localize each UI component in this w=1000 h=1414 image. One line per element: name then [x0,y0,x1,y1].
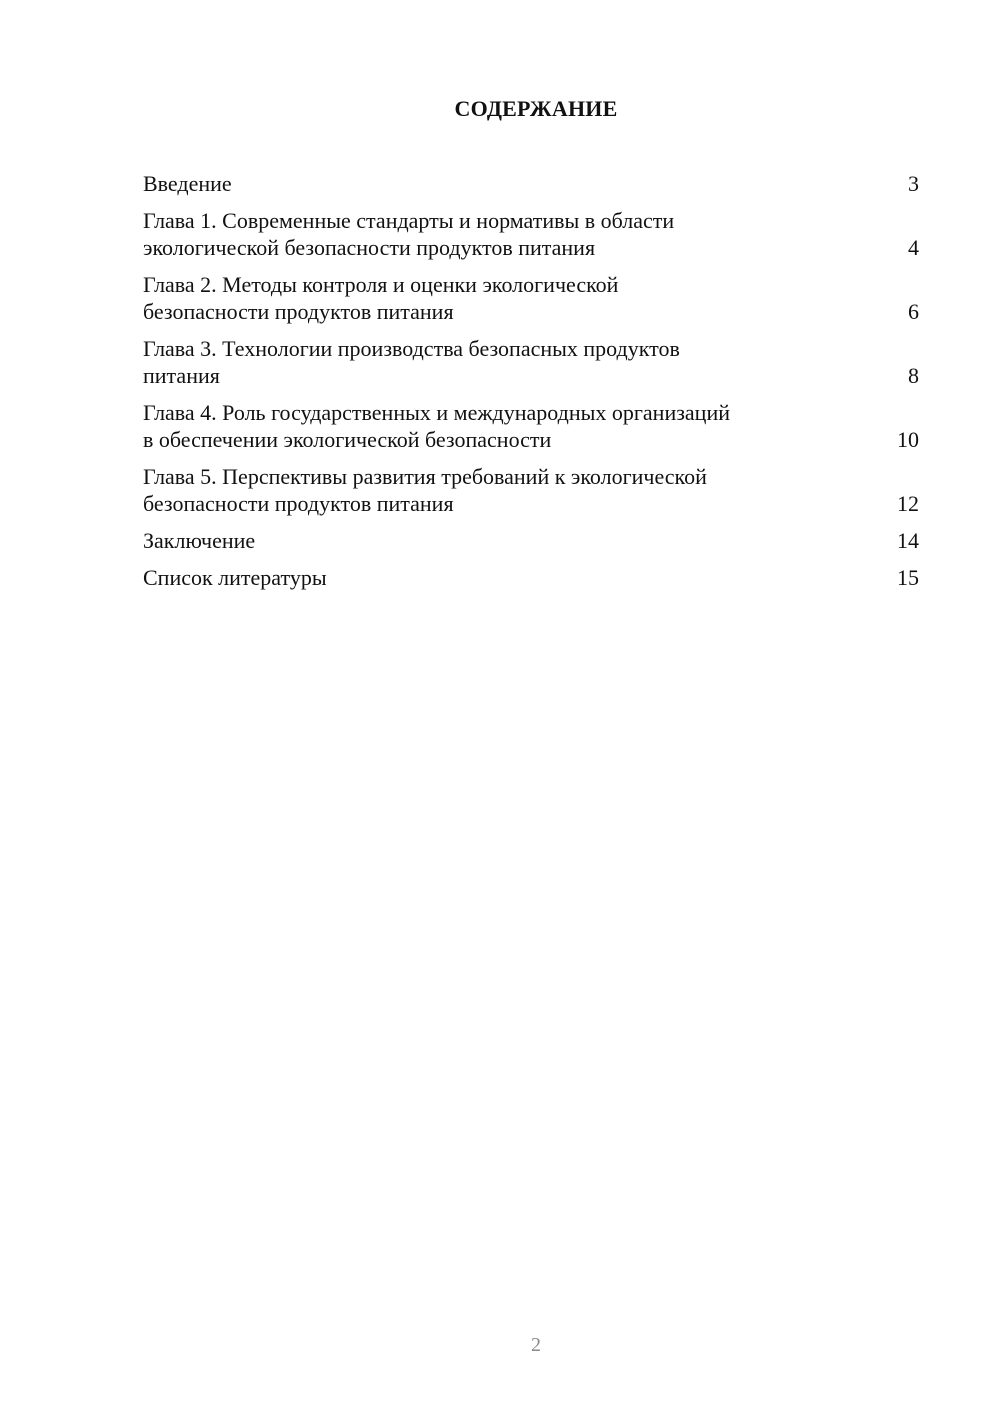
toc-entry-line: безопасности продуктов питания [143,299,454,324]
toc-entry-introduction [143,170,919,197]
toc-entry-line: Глава 2. Методы контроля и оценки экологической [143,272,619,297]
toc-entry-chapter-5 [143,463,919,517]
toc-entry-text [143,463,889,517]
table-of-contents [143,170,919,601]
toc-entry-page: 4 [908,235,919,260]
toc-entry-page: 12 [897,491,919,516]
toc-entry-line: в обеспечении экологической безопасности [143,427,552,452]
toc-entry-line: Заключение [143,528,256,553]
toc-entry-line: Глава 4. Роль государственных и международных организаций [143,400,730,425]
toc-entry-text [143,207,889,261]
toc-entry-text [143,335,889,389]
toc-entry-page: 6 [908,299,919,324]
toc-entry-page: 15 [897,565,919,590]
toc-entry-text [143,271,889,325]
toc-entry-text [143,564,889,591]
toc-entry-line: Глава 3. Технологии производства безопасных продуктов [143,336,680,361]
toc-entry-chapter-2 [143,271,919,325]
toc-entry-line: Глава 1. Современные стандарты и нормативы в области [143,208,675,233]
toc-entry-text [143,399,889,453]
toc-entry-page: 10 [897,427,919,452]
toc-entry-chapter-3 [143,335,919,389]
page-number: 2 [531,1334,541,1356]
toc-entry-text [143,527,889,554]
toc-entry-page: 3 [908,171,919,196]
toc-entry-line: Глава 5. Перспективы развития требований к экологической [143,464,707,489]
toc-entry-line: Список литературы [143,565,327,590]
toc-entry-chapter-1 [143,207,919,261]
toc-entry-line: экологической безопасности продуктов питания [143,235,596,260]
toc-entry-chapter-4 [143,399,919,453]
toc-entry-page: 8 [908,363,919,388]
toc-entry-line: Введение [143,171,232,196]
toc-entry-references [143,564,919,591]
page-title: СОДЕРЖАНИЕ [454,96,618,121]
toc-entry-text [143,170,889,197]
toc-entry-line: безопасности продуктов питания [143,491,454,516]
toc-entry-line: питания [143,363,220,388]
toc-entry-conclusion [143,527,919,554]
toc-entry-page: 14 [897,528,919,553]
